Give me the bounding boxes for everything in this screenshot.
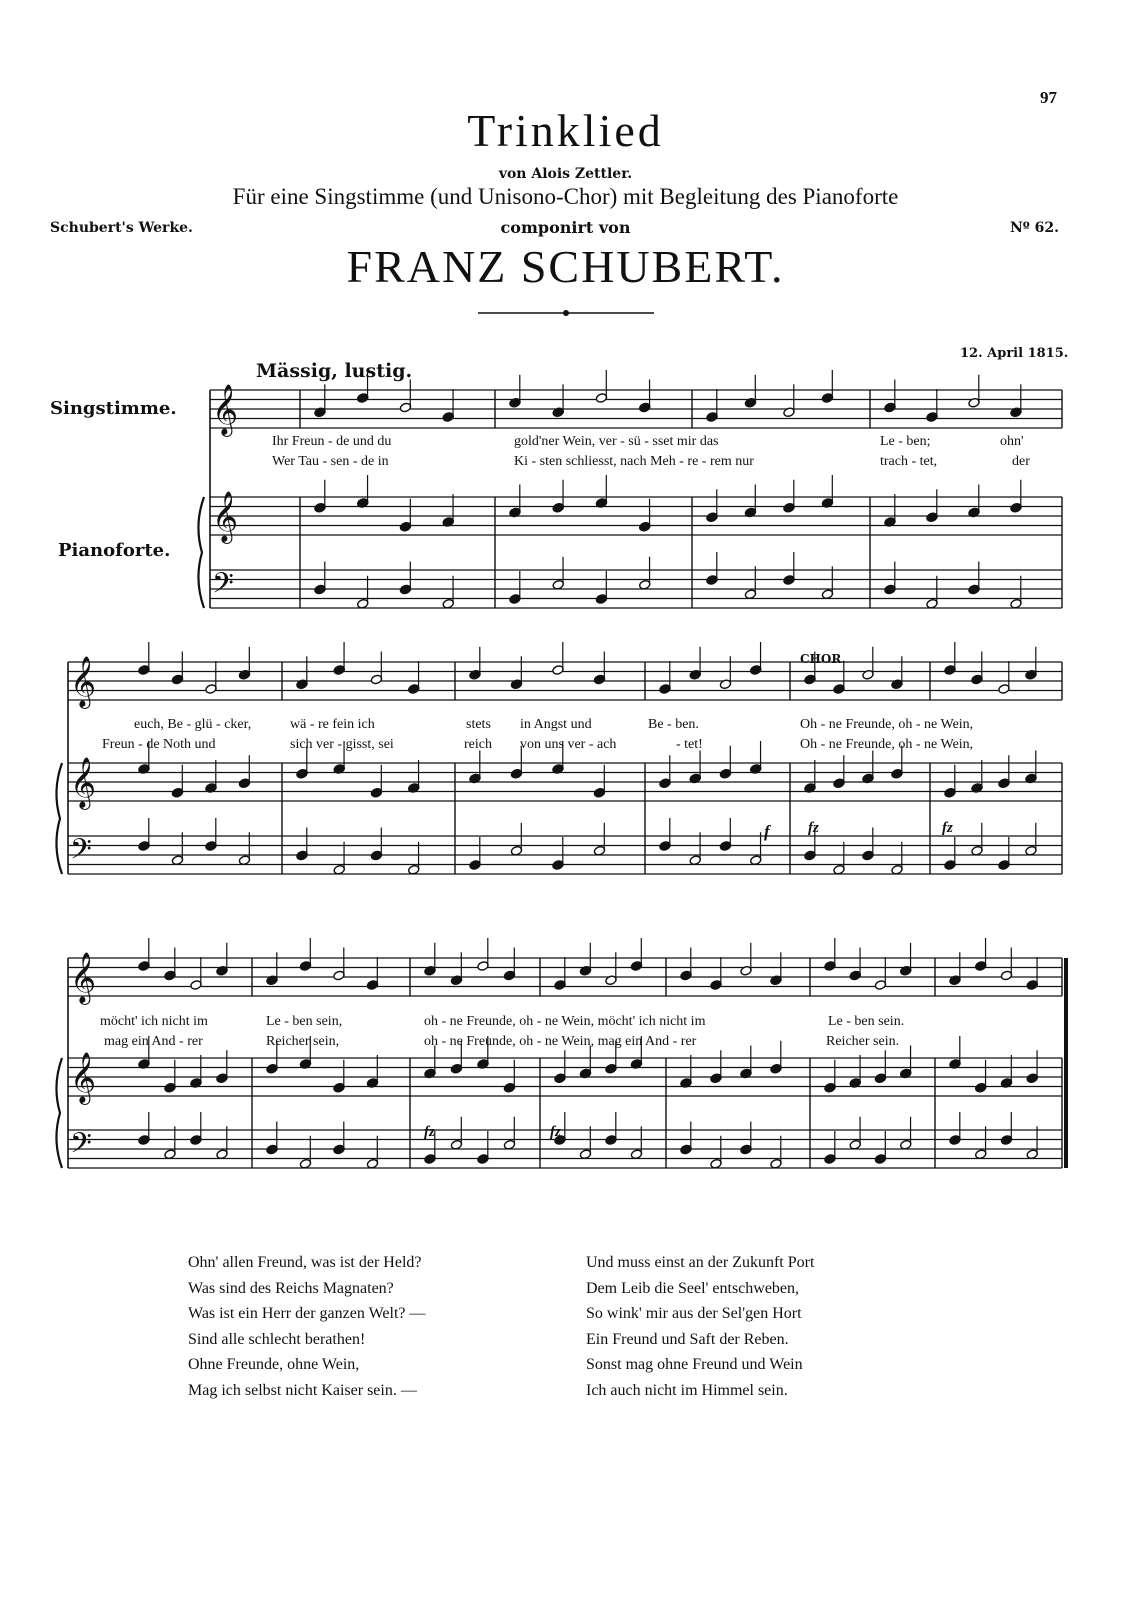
poem-line: Was ist ein Herr der ganzen Welt? — — [188, 1305, 426, 1323]
poem-line: So wink' mir aus der Sel'gen Hort — [586, 1305, 802, 1323]
clef-icon: 𝄞 — [70, 952, 97, 1003]
dynamic-marking: fz — [942, 820, 953, 836]
chor-label: CHOR. — [800, 652, 846, 666]
poem-line: Ich auch nicht im Himmel sein. — [586, 1381, 788, 1399]
piano-brace — [56, 1058, 62, 1168]
poem-line: Ohn' allen Freund, was ist der Held? — [188, 1254, 422, 1271]
subtitle: Für eine Singstimme (und Unisono-Chor) mit Begleitung des Pianoforte — [232, 184, 899, 209]
lyric: Le - ben sein, — [266, 1014, 343, 1029]
poem-line: Sind alle schlecht berathen! — [188, 1330, 366, 1348]
lyric: oh - ne Freunde, oh - ne Wein, möcht' ich nicht im — [424, 1014, 706, 1029]
poem-line: Ohne Freunde, ohne Wein, — [188, 1356, 360, 1374]
tempo-marking: Mässig, lustig. — [256, 360, 413, 382]
clef-icon: 𝄢 — [70, 833, 92, 873]
lyric: ohn' — [1000, 434, 1024, 449]
lyric: Oh - ne Freunde, oh - ne Wein, — [800, 737, 974, 752]
clef-icon: 𝄢 — [212, 567, 234, 607]
lyric: - tet! — [676, 737, 703, 752]
poem-line: Mag ich selbst nicht Kaiser sein. — — [188, 1381, 417, 1399]
poet-credit: von Alois Zettler. — [498, 166, 633, 182]
lyric: Ki - sten schliesst, nach Meh - re - rem nur — [514, 454, 754, 469]
lyric: Freun - de Noth und — [102, 737, 216, 752]
dynamic-marking: fz — [550, 1124, 561, 1140]
lyric: wä - re fein ich — [290, 717, 375, 732]
lyric: der — [1012, 454, 1030, 469]
dynamic-marking: f — [764, 822, 770, 841]
clef-icon: 𝄞 — [70, 757, 97, 808]
poem-line: Was sind des Reichs Magnaten? — [188, 1279, 394, 1297]
clef-icon: 𝄞 — [212, 384, 239, 435]
composed-by-label: componirt von — [500, 218, 631, 237]
composer-name: FRANZ SCHUBERT. — [346, 241, 785, 292]
clef-icon: 𝄞 — [70, 656, 97, 707]
lyric: stets — [466, 717, 491, 732]
composition-date: 12. April 1815. — [960, 346, 1069, 361]
piano-brace — [56, 763, 62, 874]
voice-part-label: Singstimme. — [50, 398, 177, 419]
clef-icon: 𝄞 — [212, 491, 239, 542]
lyric: Reicher sein, — [266, 1034, 340, 1049]
page-title: Trinklied — [467, 105, 664, 156]
piano-brace — [198, 497, 204, 608]
piano-part-label: Pianoforte. — [58, 540, 171, 561]
lyric: von uns ver - ach — [520, 737, 617, 752]
opus-number: Nº 62. — [1010, 220, 1060, 236]
poem-line: Dem Leib die Seel' entschweben, — [586, 1279, 800, 1297]
poem-stanza-right — [586, 1250, 814, 1404]
dynamic-marking: fz — [808, 820, 819, 836]
clef-icon: 𝄞 — [70, 1052, 97, 1103]
clef-icon: 𝄢 — [70, 1127, 92, 1167]
poem-line: Und muss einst an der Zukunft Port — [586, 1254, 815, 1271]
lyric: euch, Be - glü - cker, — [134, 717, 252, 732]
lyric: reich — [464, 737, 492, 752]
dynamic-marking: fz — [424, 1124, 435, 1140]
lyric: Be - ben. — [648, 717, 699, 732]
lyric: Wer Tau - sen - de in — [272, 454, 389, 469]
page-number: 97 — [1040, 88, 1057, 107]
collection-label: Schubert's Werke. — [50, 220, 193, 236]
lyric: trach - tet, — [880, 454, 938, 469]
poem-line: Ein Freund und Saft der Reben. — [586, 1330, 789, 1348]
lyric: Le - ben sein. — [828, 1014, 905, 1029]
lyric: mag ein And - rer — [104, 1034, 203, 1049]
poem-stanza-left — [188, 1250, 425, 1404]
lyric: Ihr Freun - de und du — [272, 434, 392, 449]
lyric: Reicher sein. — [826, 1034, 900, 1049]
lyric: möcht' ich nicht im — [100, 1014, 208, 1029]
lyric: in Angst und — [520, 717, 592, 732]
lyric: gold'ner Wein, ver - sü - sset mir das — [514, 434, 719, 449]
lyric: Le - ben; — [880, 434, 931, 449]
lyric: Oh - ne Freunde, oh - ne Wein, — [800, 717, 974, 732]
poem-line: Sonst mag ohne Freund und Wein — [586, 1356, 803, 1374]
lyric: sich ver - gisst, sei — [290, 737, 394, 752]
lyric: oh - ne Freunde, oh - ne Wein, mag ein And - rer — [424, 1034, 697, 1049]
